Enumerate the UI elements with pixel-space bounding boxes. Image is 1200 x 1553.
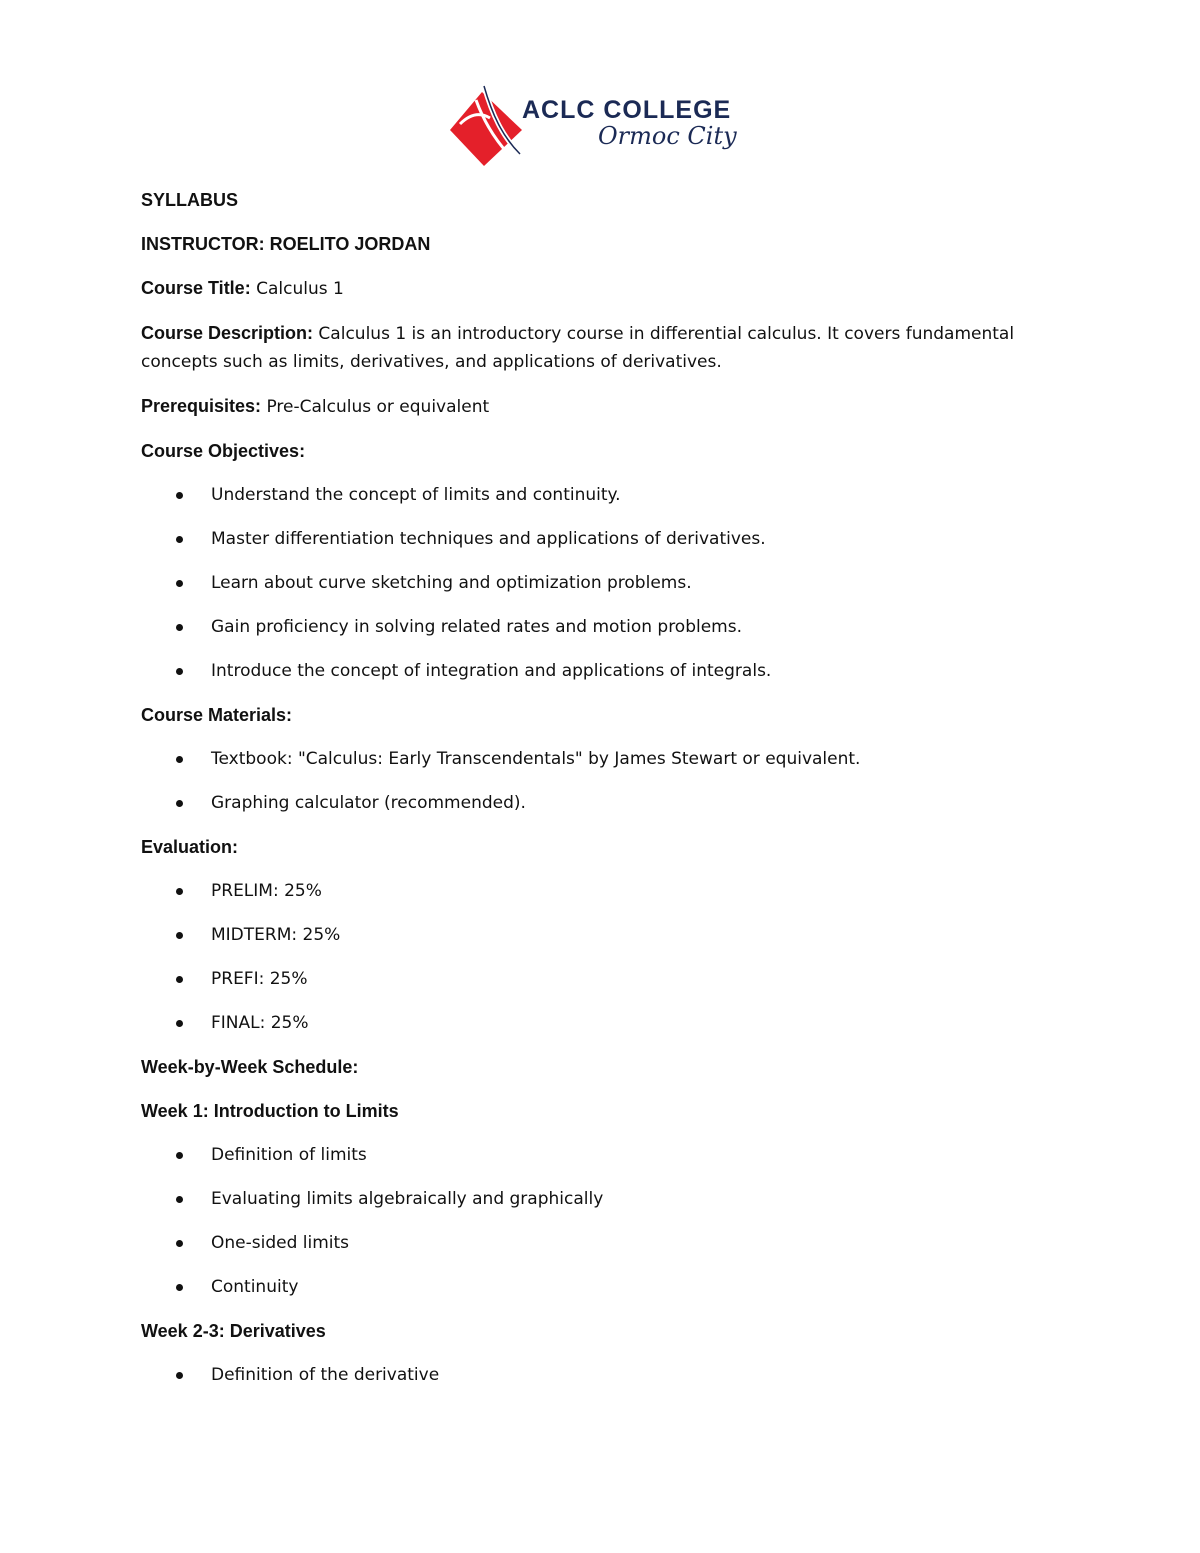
list-item: MIDTERM: 25% <box>141 921 1041 949</box>
list-item: Gain proficiency in solving related rates and motion problems. <box>141 613 1041 641</box>
list-item: Textbook: "Calculus: Early Transcendentals" by James Stewart or equivalent. <box>141 745 1041 773</box>
objectives-heading: Course Objectives: <box>141 441 306 461</box>
list-item: Evaluating limits algebraically and graphically <box>141 1185 1041 1213</box>
list-item: Introduce the concept of integration and applications of integrals. <box>141 657 1041 685</box>
materials-heading: Course Materials: <box>141 705 293 725</box>
evaluation-heading: Evaluation: <box>141 837 239 857</box>
schedule-heading: Week-by-Week Schedule: <box>141 1057 359 1077</box>
prerequisites-line <box>141 392 1041 421</box>
course-description-line <box>141 319 1041 376</box>
list-item: FINAL: 25% <box>141 1009 1041 1037</box>
week23-heading: Week 2-3: Derivatives <box>141 1321 326 1341</box>
evaluation-list <box>141 877 1041 1037</box>
course-description-value: Calculus 1 is an introductory course in differential calculus. It covers fundamental concepts such as limits, derivatives, and applications of derivatives. <box>141 324 1015 372</box>
list-item: Definition of the derivative <box>141 1361 1041 1389</box>
logo-emblem-icon <box>440 84 530 172</box>
syllabus-document <box>141 186 1041 1405</box>
week1-list <box>141 1141 1041 1301</box>
list-item: Understand the concept of limits and continuity. <box>141 481 1041 509</box>
course-title-line <box>141 274 1041 303</box>
prerequisites-value: Pre-Calculus or equivalent <box>261 397 490 417</box>
list-item: Graphing calculator (recommended). <box>141 789 1041 817</box>
objectives-list <box>141 481 1041 685</box>
logo-subtitle: Ormoc City <box>598 122 737 150</box>
list-item: Master differentiation techniques and applications of derivatives. <box>141 525 1041 553</box>
list-item: One-sided limits <box>141 1229 1041 1257</box>
course-description-label: Course Description: <box>141 323 314 343</box>
list-item: Learn about curve sketching and optimization problems. <box>141 569 1041 597</box>
logo-title: ACLC COLLEGE <box>522 96 732 124</box>
week1-heading: Week 1: Introduction to Limits <box>141 1101 399 1121</box>
doc-title: SYLLABUS <box>141 190 239 210</box>
instructor-line: INSTRUCTOR: ROELITO JORDAN <box>141 234 431 254</box>
list-item: Definition of limits <box>141 1141 1041 1169</box>
prerequisites-label: Prerequisites: <box>141 396 262 416</box>
list-item: Continuity <box>141 1273 1041 1301</box>
list-item: PREFI: 25% <box>141 965 1041 993</box>
materials-list <box>141 745 1041 817</box>
course-title-label: Course Title: <box>141 278 251 298</box>
list-item: PRELIM: 25% <box>141 877 1041 905</box>
course-title-value: Calculus 1 <box>250 279 344 299</box>
week23-list <box>141 1361 1041 1389</box>
college-logo <box>440 84 740 172</box>
